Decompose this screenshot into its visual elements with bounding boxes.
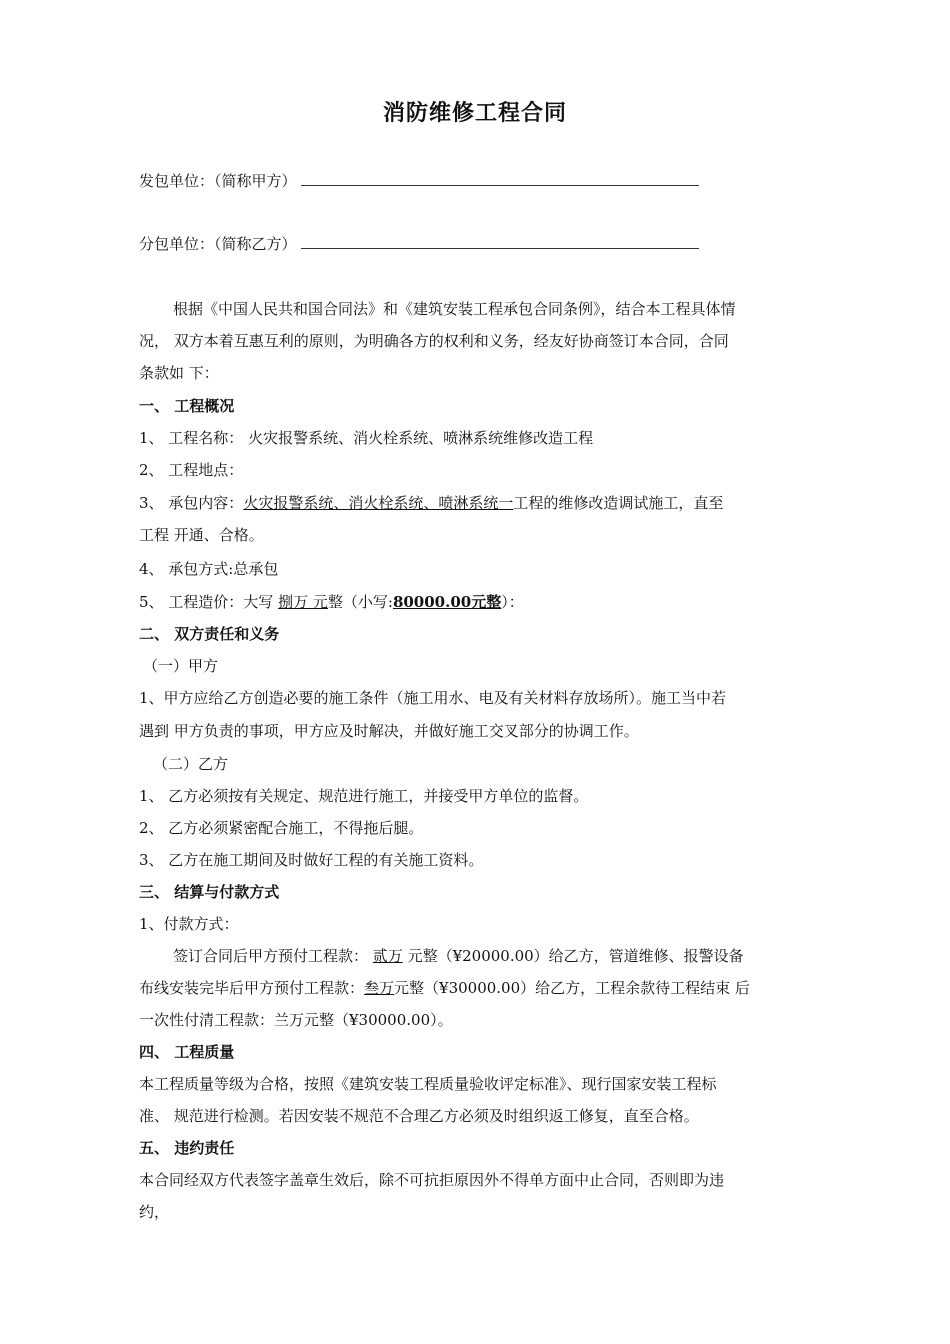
s4-line-2: 准、 规范进行检测。若因安装不规范不合理乙方必须及时组织返工修复，直至合格。 — [139, 1107, 699, 1125]
s1-item-3-line-2: 工程 开通、合格。 — [139, 526, 264, 544]
s1-item-3 — [139, 493, 829, 513]
party-a-blank[interactable] — [301, 171, 699, 186]
s1-item-3-pre: 3、 承包内容： — [139, 494, 244, 512]
party-b-line — [139, 234, 829, 254]
s3-line-1-amount: 贰万 — [372, 947, 403, 965]
s5-line-2: 约， — [139, 1203, 170, 1221]
s5-line-1: 本合同经双方代表签字盖章生效后，除不可抗拒原因外不得单方面中止合同，否则即为违 — [139, 1171, 725, 1189]
s1-item-1: 1、 工程名称： 火灾报警系统、消火栓系统、喷淋系统维修改造工程 — [139, 429, 594, 447]
s3-line-1 — [139, 946, 863, 966]
s1-item-5-pre: 5、 工程造价：大写 — [139, 593, 279, 611]
section-2-heading: 二、 双方责任和义务 — [139, 625, 280, 643]
s1-item-5 — [139, 592, 829, 612]
s3-line-2-pre: 布线安装完毕后甲方预付工程款： — [139, 979, 365, 997]
intro-line-3: 条款如 下： — [139, 364, 219, 382]
s3-line-3: 一次性付清工程款：兰万元整（¥30000.00）。 — [139, 1011, 453, 1029]
party-b-blank[interactable] — [301, 234, 699, 249]
s2-a1-line-1: 1、甲方应给乙方创造必要的施工条件（施工用水、电及有关材料存放场所）。施工当中若 — [139, 689, 727, 707]
intro-line-2: 况， 双方本着互惠互利的原则，为明确各方的权利和义务，经友好协商签订本合同，合同 — [139, 332, 729, 350]
s3-payment-method: 1、付款方式： — [139, 915, 239, 933]
s1-item-3-underlined: 火灾报警系统、消火栓系统、喷淋系统一 — [243, 494, 514, 512]
intro-line-1: 根据《中国人民共和国合同法》和《建筑安装工程承包合同条例》，结合本工程具体情 — [173, 300, 736, 318]
s1-item-5-mid: 整（小写: — [327, 593, 393, 611]
s3-line-2-amount: 叁万 — [364, 979, 395, 997]
party-a-label: 发包单位：（简称甲方） — [139, 172, 297, 190]
s3-line-2-post: 元整（¥30000.00）给乙方，工程余款待工程结束 后 — [394, 979, 750, 997]
s2-sub-b: （二）乙方 — [153, 755, 229, 773]
section-4-heading: 四、 工程质量 — [139, 1043, 235, 1061]
s2-b3: 3、 乙方在施工期间及时做好工程的有关施工资料。 — [139, 851, 484, 869]
s2-b2: 2、 乙方必须紧密配合施工，不得拖后腿。 — [139, 819, 424, 837]
section-5-heading: 五、 违约责任 — [139, 1139, 235, 1157]
section-1-heading: 一、 工程概况 — [139, 397, 235, 415]
s1-item-5-post: ）： — [501, 593, 524, 611]
s2-b1: 1、 乙方必须按有关规定、规范进行施工，并接受甲方单位的监督。 — [139, 787, 589, 805]
document-title: 消防维修工程合同 — [382, 101, 567, 126]
s2-sub-a: （一）甲方 — [143, 657, 219, 675]
s4-line-1: 本工程质量等级为合格，按照《建筑安装工程质量验收评定标准》、现行国家安装工程标 — [139, 1075, 717, 1093]
party-b-label: 分包单位：（简称乙方） — [139, 235, 297, 253]
s2-a1-line-2: 遇到 甲方负责的事项，甲方应及时解决，并做好施工交叉部分的协调工作。 — [139, 722, 639, 740]
s3-line-1-post: 元整（¥20000.00）给乙方，管道维修、报警设备 — [402, 947, 744, 965]
party-a-line — [139, 171, 829, 191]
s1-item-3-post: 工程的维修改造调试施工，直至 — [513, 494, 724, 512]
s1-item-2: 2、 工程地点： — [139, 461, 244, 479]
s3-line-1-pre: 签订合同后甲方预付工程款： — [173, 947, 373, 965]
s1-item-4: 4、 承包方式:总承包 — [139, 560, 279, 578]
s3-line-2 — [139, 978, 829, 998]
s1-item-5-amount-number: 80000.00元整 — [392, 593, 502, 611]
s1-item-5-amount-words: 捌万 元 — [278, 593, 328, 611]
section-3-heading: 三、 结算与付款方式 — [139, 883, 280, 901]
